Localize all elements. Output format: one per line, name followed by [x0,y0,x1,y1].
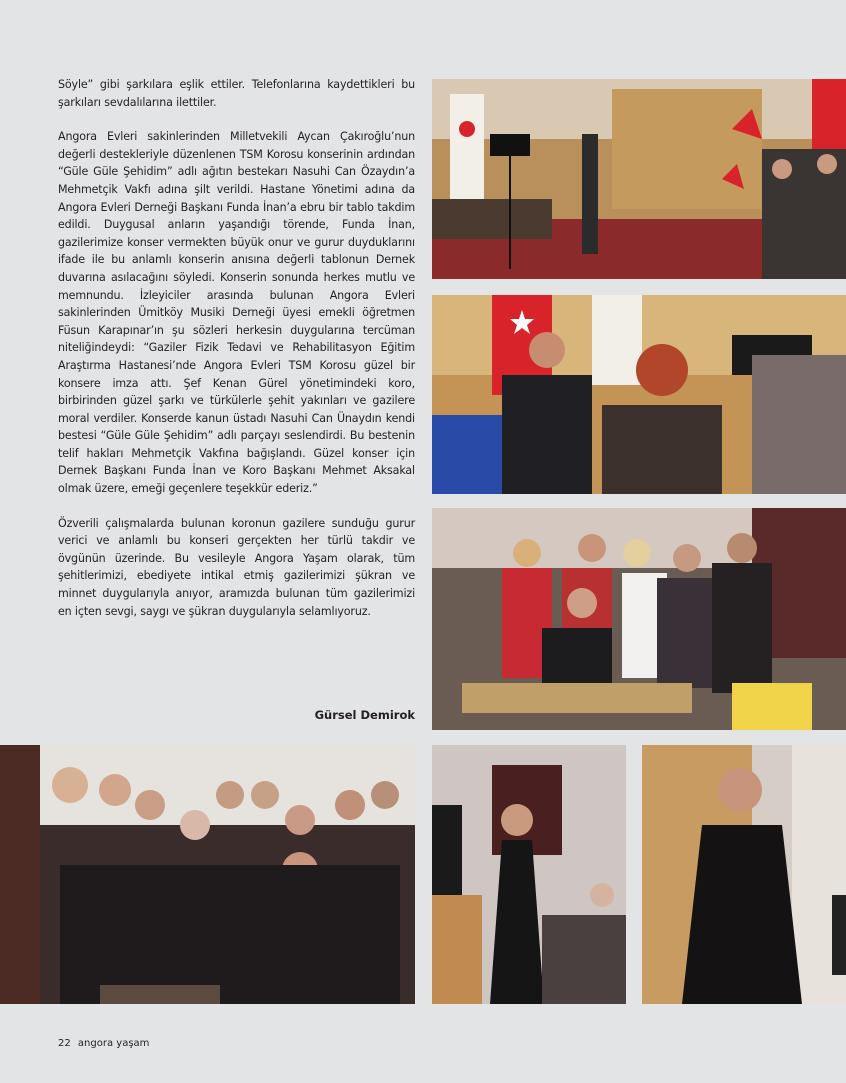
magazine-name: angora yaşam [77,1038,150,1049]
soloist-photo [642,745,846,1004]
page-footer [58,1038,149,1049]
interview-photo [432,295,846,494]
article-paragraph: Söyle” gibi şarkılara eşlik ettiler. Telefonlarına kaydettikleri bu şarkıları sevdalılarına ilettiler. [58,78,415,109]
author-name: Gürsel Demirok [314,708,415,722]
article-paragraph: Özverili çalışmalarda bulunan koronun gazilere sunduğu gurur verici ve anlamlı bu konseri gerçekten her türlü takdir ve övgünün üzerinde. Bu vesileyle Angora Yaşam olarak, tüm şehitlerimizi, ebediyete intikal etmiş gazilerimizi şükran ve minnet duygularıyla anıyor, aramızda bulunan tüm gazilerimizi en içten sevgi, saygı ve şükran duygularıyla selamlıyoruz. [58,516,415,618]
choir-group-photo [0,745,415,1004]
page-number: 22 [58,1038,71,1049]
singer-photo [432,745,626,1004]
concert-hall-photo [432,79,846,279]
article-paragraph: Angora Evleri sakinlerinden Milletvekili Aycan Çakıroğlu’nun değerli destekleriyle düzenlenen TSM Korosu konserinin ardından “Güle Güle Şehidim” adlı ağıtın bestekarı Nasuhi Can Özaydın’a Mehmetçik Vakfı adına şilt verildi. Hastane Yönetimi adına da Angora Evleri Derneği Başkanı Funda İnan’a ebru bir tablo takdim edildi. Duygusal anların yaşandığı törende, Funda İnan, gazilerimize konser vermekten büyük onur ve gurur duyduklarını ifade ile bu anlamlı konserin anısına değerli tablonun Dernek duvarına asılacağını söyledi. Konserin sonunda herkes mutlu ve memnundu. İzleyiciler arasında bulunan Angora Evleri sakinlerinden Ümitköy Musiki Derneği üyesi emekli öğretmen Füsun Karapınar’ın şu sözleri herkesin duygularına tercüman niteliğindeydi: “Gaziler Fizik Tedavi ve Rehabilitasyon Eğitim Araştırma Hastanesi’nde Angora Evleri TSM Korosu güzel bir konsere imza attı. Şef Kenan Gürel yönetimindeki koro, birbirinden güzel şarkı ve türkülerle şehit yakınları ve gazilere moral verdiler. Konserde kanun üstadı Nasuhi Can Ünaydın kendi bestesi “Güle Güle Şehidim” adlı parçayı seslendirdi. Bu bestenin telif hakları Mehmetçik Vakfına bağışlandı. Güzel konser için Dernek Başkanı Funda İnan ve Koro Başkanı Mehmet Aksakal olmak üzere, emeği geçenlere teşekkür ederiz.” [58,130,415,496]
group-photo [432,508,846,730]
article-column [58,76,415,620]
